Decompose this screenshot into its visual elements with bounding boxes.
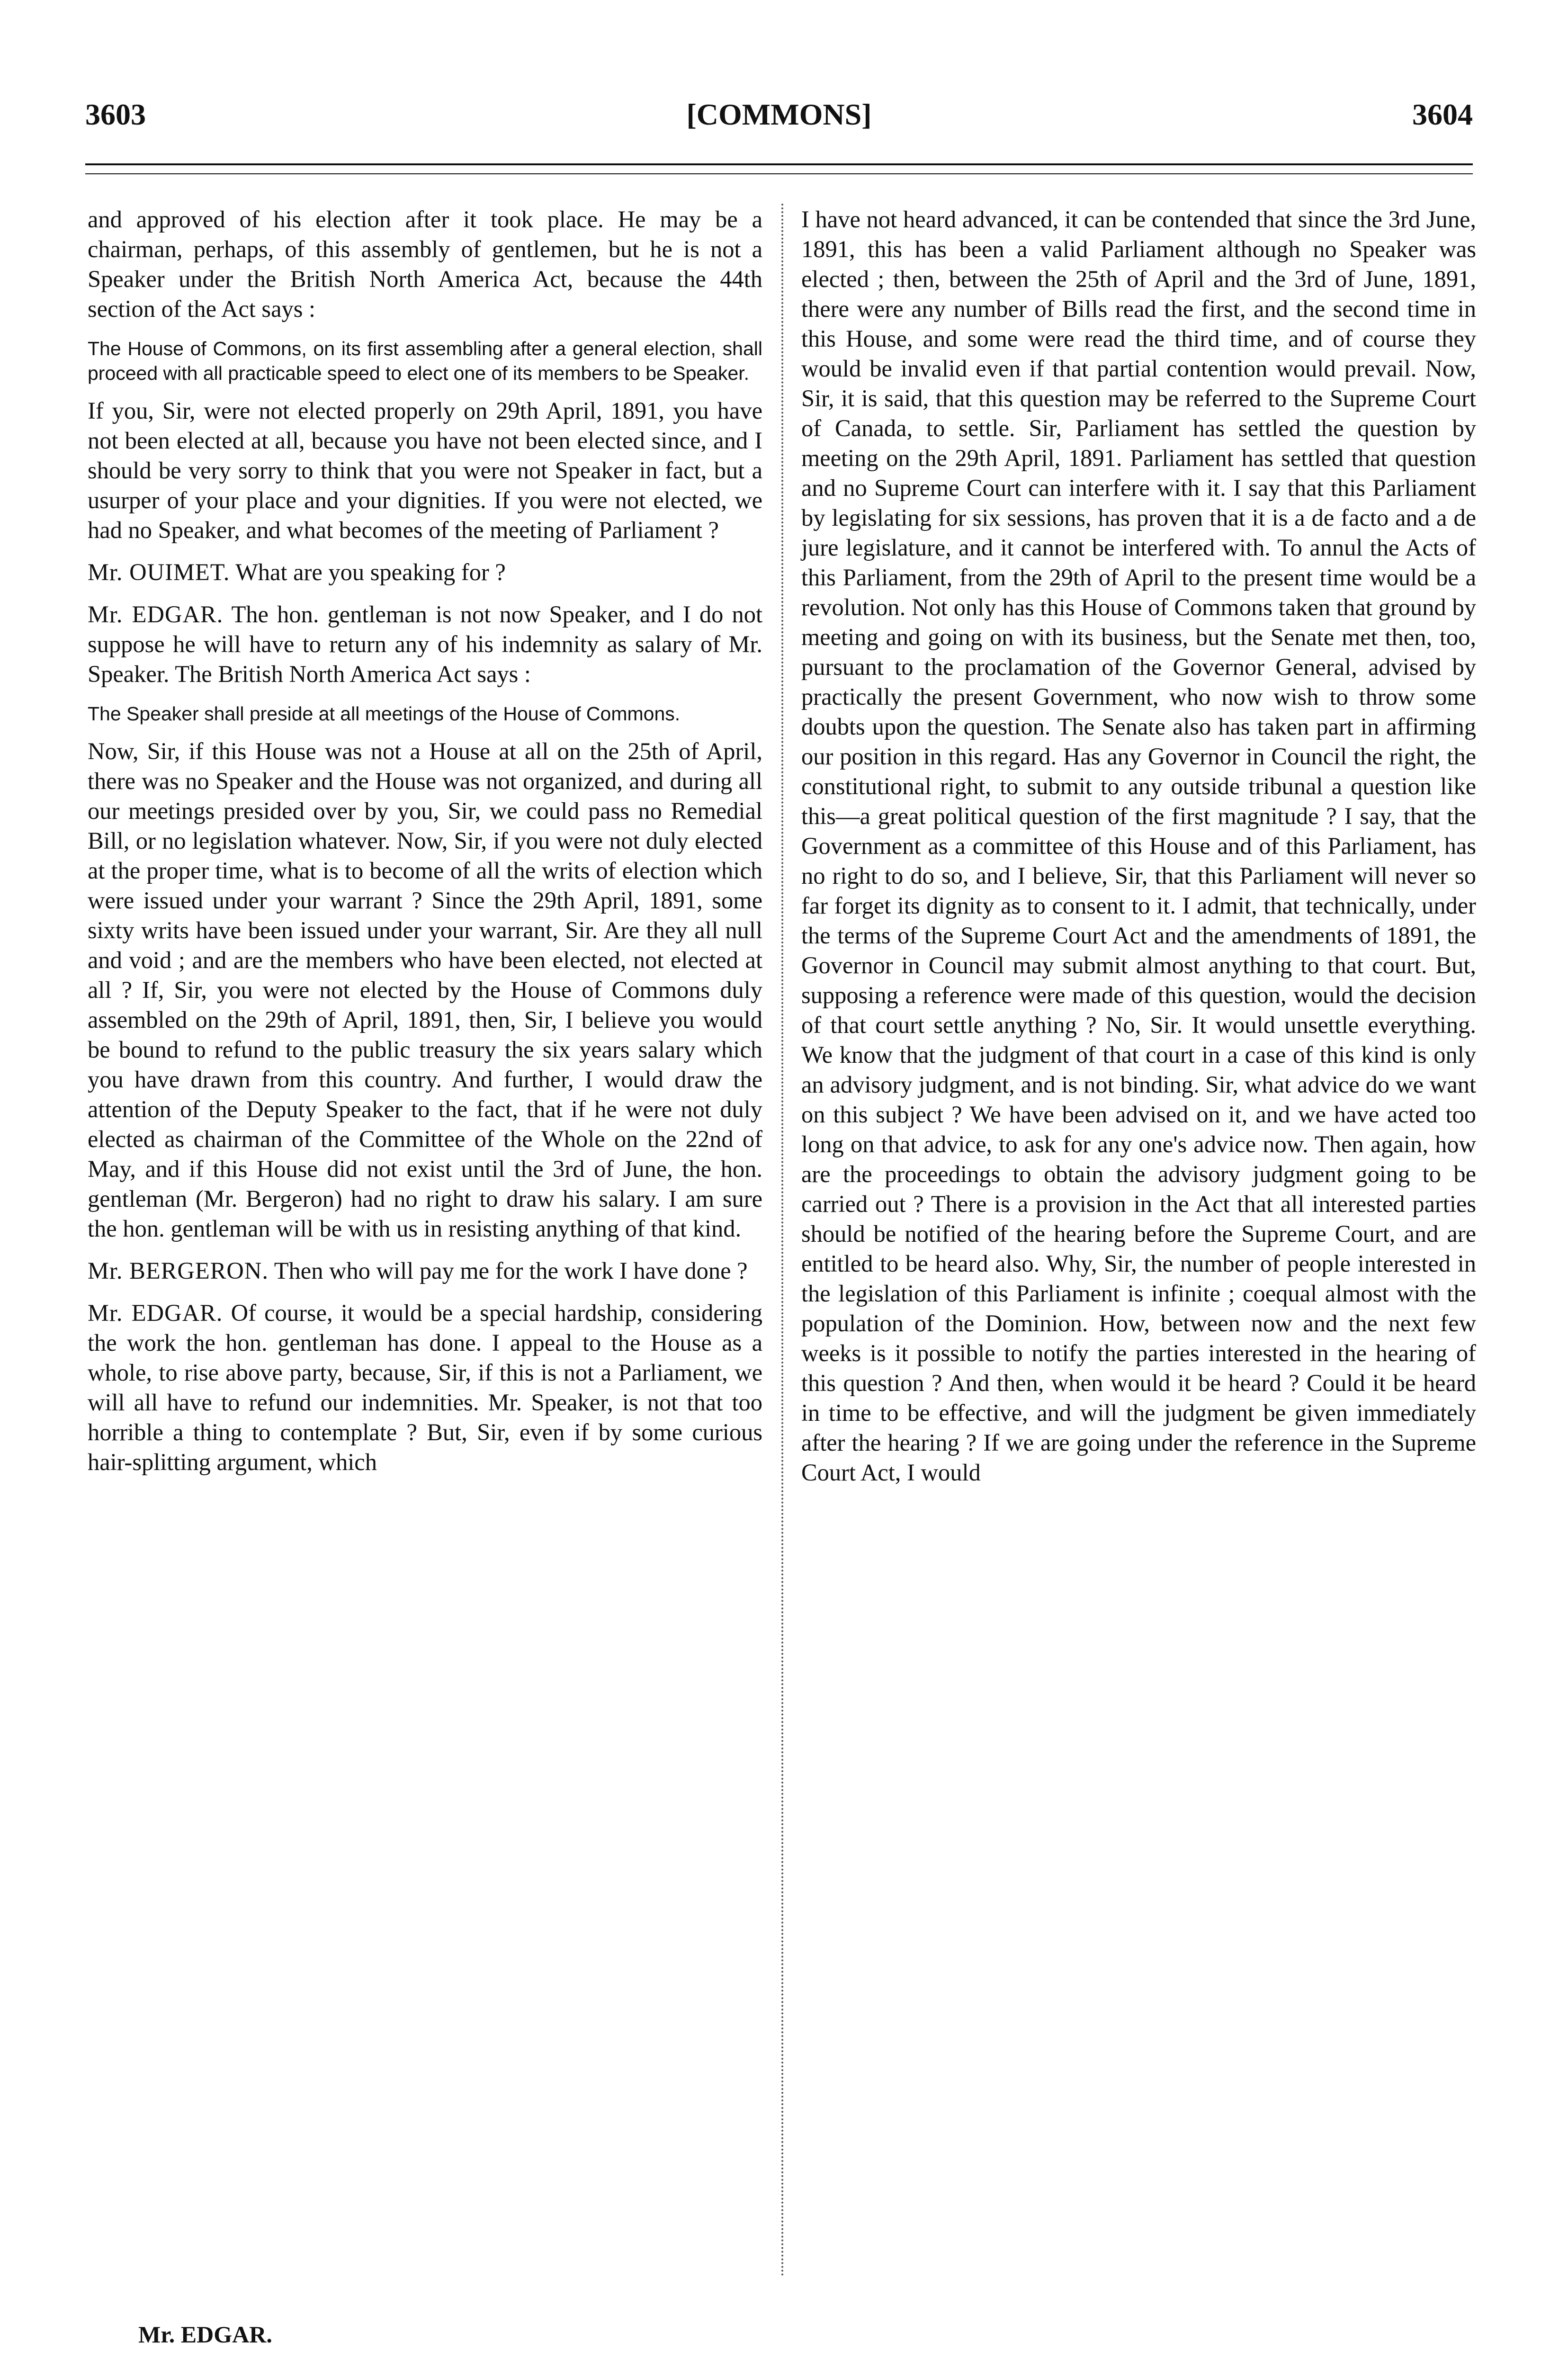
- left-column: [88, 205, 762, 1477]
- paragraph: I have not heard advanced, it can be contended that since the 3rd June, 1891, this has been a valid Parliament although no Speaker was elected ; then, between the 25th of April and the 3rd of June, 1891, there were any number of Bills read the first, and the second time in this House, and some were read the third time, and of course they would be invalid even if that partial contention would prevail. Now, Sir, it is said, that this question may be referred to the Supreme Court of Canada, to settle. Sir, Parliament has settled the question by meeting on the 29th April, 1891. Parliament has settled that question and no Supreme Court can interfere with it. I say that this Parliament by legislating for six sessions, has proven that it is a de facto and a de jure legislature, and it cannot be interfered with. To annul the Acts of this Parliament, from the 29th of April to the present time would be a revolution. Not only has this House of Commons taken that ground by meeting and going on with its business, but the Senate met then, too, pursuant to the proclamation of the Governor General, advised by practically the present Government, who now wish to throw some doubts upon the question. The Senate also has taken part in affirming our position in this regard. Has any Governor in Council the right, the constitutional right, to submit to any outside tribunal a question like this—a great political question of the first magnitude ? I say, that the Government as a committee of this House and of this Parliament, has no right to do so, and I believe, Sir, that this Parliament will never so far forget its dignity as to consent to it. I admit, that technically, under the terms of the Supreme Court Act and the amendments of 1891, the Governor in Council may submit almost anything to that court. But, supposing a reference were made of this question, would the decision of that court settle anything ? No, Sir. It would unsettle everything. We know that the judgment of that court in a case of this kind is only an advisory judgment, and is not binding. Sir, what advice do we want on this subject ? We have been advised on it, and we have acted too long on that advice, to ask for any one's advice now. Then again, how are the proceedings to obtain the advisory judgment going to be carried out ? There is a provision in the Act that all interested parties should be notified of the hearing before the Supreme Court, and are entitled to be heard also. Why, Sir, the number of people interested in the legislation of this Parliament is infinite ; coequal almost with the population of the Dominion. How, between now and the next few weeks is it possible to notify the parties interested in the hearing of this question ? And then, when would it be heard ? Could it be heard in time to be effective, and will the judgment be given immediately after the hearing ? If we are going under the reference in the Supreme Court Act, I would: [801, 206, 1476, 1486]
- speaker-name: Mr. EDGAR.: [88, 601, 224, 628]
- speaker-name: Mr. BERGERON.: [88, 1257, 269, 1284]
- paragraph: and approved of his election after it took place. He may be a chairman, perhaps, of this assembly of gentlemen, but he is not a Speaker under the British North America Act, because the 44th section of the Act says :: [88, 206, 762, 322]
- speech-paragraph: [88, 1256, 762, 1286]
- paragraph: Now, Sir, if this House was not a House at all on the 25th of April, there was no Speaker and the House was not organized, and during all our meetings presided over by you, Sir, we could pass no Remedial Bill, or no legislation whatever. Now, Sir, if you were not duly elected at the proper time, what is to become of all the writs of election which were issued under your warrant ? Since the 29th April, 1891, some sixty writs have been issued under your warrant, Sir. Are they all null and void ; and are the members who have been elected, not elected at all ? If, Sir, you were not elected by the House of Commons duly assembled on the 29th of April, 1891, then, Sir, I believe you would be bound to refund to the public treasury the six years salary which you have drawn from this country. And further, I would draw the attention of the Deputy Speaker to the fact, that if he were not duly elected as chairman of the Committee of the Whole on the 22nd of May, and if this House did not exist until the 3rd of June, the hon. gentleman (Mr. Bergeron) had no right to draw his salary. I am sure the hon. gentleman will be with us in resisting anything of that kind.: [88, 738, 762, 1242]
- page-number-left: 3603: [85, 98, 146, 131]
- speaker-name: Mr. OUIMET.: [88, 559, 230, 585]
- header-rule-thin: [85, 173, 1473, 174]
- speech-text: Of course, it would be a special hardship, considering the work the hon. gentleman has done. I appeal to the House as a whole, to rise above party, because, Sir, if this is not a Parliament, we will all have to refund our indemnities. Mr. Speaker, is not that too horrible a thing to contemplate ? But, Sir, even if by some curious hair-splitting argument, which: [88, 1300, 763, 1475]
- speech-text: What are you speaking for ?: [235, 559, 506, 585]
- speech-text: Then who will pay me for the work I have done ?: [274, 1257, 748, 1284]
- page-title: [COMMONS]: [686, 98, 872, 131]
- speech-paragraph: [88, 600, 762, 689]
- header-rule-thick: [85, 163, 1473, 165]
- block-quote: The House of Commons, on its first assembling after a general election, shall proceed with all practicable speed to elect one of its members to be Speaker.: [88, 338, 762, 384]
- speech-paragraph: [88, 1298, 762, 1477]
- speech-paragraph: [88, 557, 762, 587]
- footer-signature: Mr. EDGAR.: [138, 2321, 272, 2348]
- block-quote: The Speaker shall preside at all meetings of the House of Commons.: [88, 703, 681, 725]
- page-header: [85, 97, 1473, 149]
- speaker-name: Mr. EDGAR.: [88, 1300, 223, 1326]
- right-column: [801, 205, 1476, 1488]
- page-number-right: 3604: [1412, 98, 1473, 131]
- speech-text: The hon. gentleman is not now Speaker, and I do not suppose he will have to return any of his indemnity as salary of Mr. Speaker. The British North America Act says :: [88, 601, 763, 687]
- paragraph: If you, Sir, were not elected properly on 29th April, 1891, you have not been elected at all, because you have not been elected since, and I should be very sorry to think that you were not Speaker in fact, but a usurper of your place and your dignities. If you were not elected, we had no Speaker, and what becomes of the meeting of Parliament ?: [88, 397, 762, 543]
- column-divider: [781, 204, 783, 2278]
